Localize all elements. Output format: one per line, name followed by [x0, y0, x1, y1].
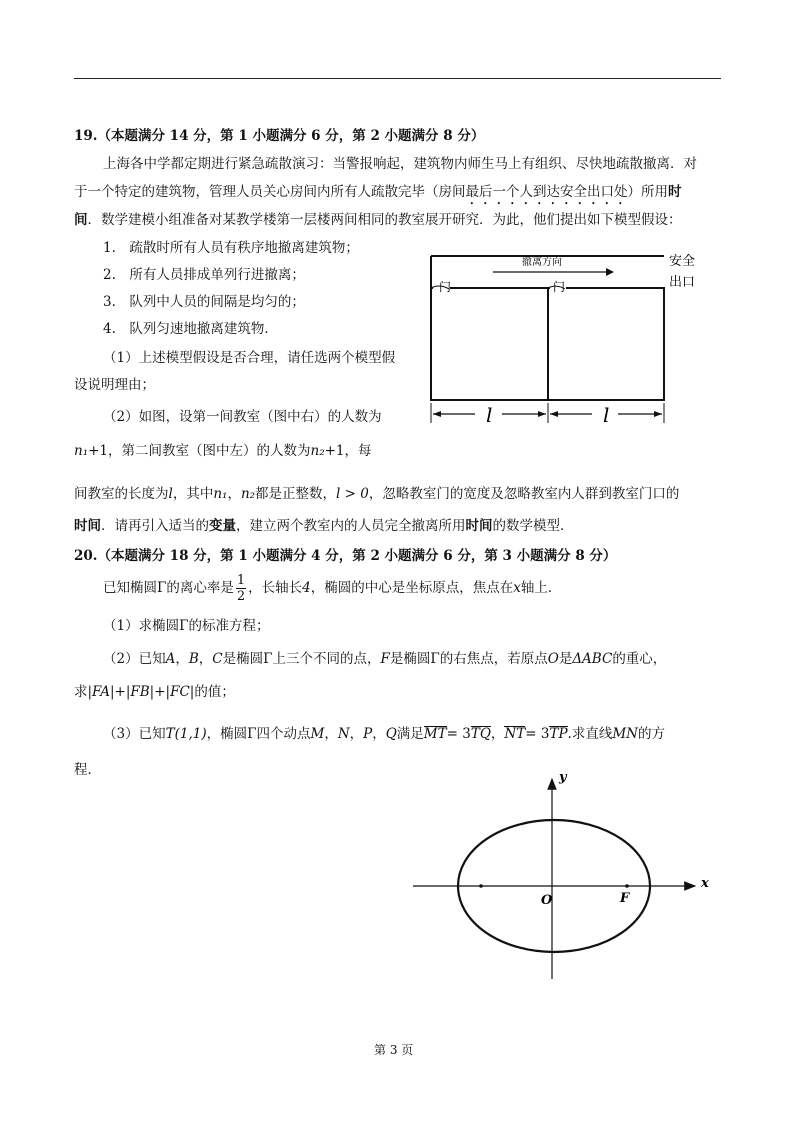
focus-label: F [620, 891, 630, 906]
assumption-1: 1. 疏散时所有人员有秩序地撤离建筑物； [103, 240, 359, 256]
major-axis-value: 4 [302, 580, 311, 596]
origin-label: O [541, 893, 553, 908]
q20-text: 的值； [194, 684, 235, 700]
q20-text: 是椭圆Γ的右焦点，若原点 [389, 651, 548, 667]
point-Q: Q [385, 726, 397, 742]
q19-part2-text: 间教室的长度为 [74, 486, 169, 502]
equals-3: = 3 [525, 726, 550, 742]
q20-text: 的方 [637, 726, 665, 742]
q19-part2-text: ，其中 [172, 486, 214, 502]
q20-text: ，椭圆Γ四个动点 [206, 726, 311, 742]
var-n1: n₁ [213, 486, 228, 502]
q19-part2-text: 的数学模型． [492, 518, 574, 534]
q19-part1-line1: （1）上述模型假设是否合理，请任选两个模型假 [103, 350, 396, 366]
q20-text: 是椭圆Γ上三个不同的点， [222, 651, 381, 667]
q19-part2-text: +1，每 [324, 443, 372, 459]
q19-part2-text: ，建立两个教室内的人员完全撤离所用 [236, 518, 466, 534]
header-rule [74, 78, 721, 79]
x-axis-label: x [701, 876, 709, 891]
q20-part3-line1 [103, 726, 665, 742]
vector-NT: NT [504, 726, 526, 742]
dim-arrowhead [654, 411, 662, 417]
q20-sep: ， [490, 726, 505, 742]
dim-arrowhead [433, 411, 441, 417]
abs-sum-expression: |FA|+|FB|+|FC| [87, 684, 195, 700]
direction-label: 撤离方向 [522, 257, 562, 268]
door-label-left: 门 [439, 280, 452, 294]
q20-text: 是 [558, 651, 573, 667]
triangle-ABC: ΔABC [572, 651, 613, 667]
q20-text: 的重心， [612, 651, 667, 667]
var-n2: n₂ [240, 486, 256, 502]
q19-intro-text: 于一个特定的建筑物，管理人员关心房间内所有人疏散完毕（房间 [74, 184, 466, 200]
point-N: N [337, 726, 350, 742]
q20-sep: ， [198, 651, 213, 667]
l-condition: l > 0 [336, 486, 369, 502]
var-n1: n₁ [74, 443, 89, 459]
q20-part3-line2: 程． [74, 762, 101, 778]
ellipse-diagram [410, 765, 730, 985]
q20-sep: ， [349, 726, 364, 742]
var-n2: n₂ [310, 443, 325, 459]
q19-emphasis: 最后一个人到达安全出口处 [465, 184, 628, 200]
point-O: O [547, 651, 559, 667]
q19-part2-text: ，忽略教室门的宽度及忽略教室内人群到教室门口的 [368, 486, 680, 502]
point-P: P [363, 726, 373, 742]
q19-bold-time: 时间 [74, 518, 101, 534]
q20-text: ，椭圆的中心是坐标原点，焦点在 [310, 580, 514, 596]
fraction-one-half [236, 574, 246, 603]
q20-sep: ， [372, 726, 386, 742]
vector-MT: MT [423, 726, 447, 742]
y-axis-label: y [559, 770, 567, 785]
length-label-left: l [486, 403, 493, 427]
frac-num: 1 [236, 573, 246, 588]
q19-intro-line2 [74, 184, 682, 208]
var-x: x [513, 580, 521, 596]
q20-part2-line2 [74, 684, 235, 700]
equals-3: = 3 [446, 726, 471, 742]
var-l: l [168, 486, 173, 502]
q20-part2-line1 [103, 651, 666, 667]
dim-arrowhead [550, 411, 558, 417]
dim-arrowhead [538, 411, 546, 417]
page-number: 第 3 页 [374, 1043, 414, 1057]
assumption-4: 4. 队列匀速地撤离建筑物． [103, 321, 278, 337]
q19-intro-line1: 上海各中学都定期进行紧急疏散演习：当警报响起，建筑物内师生马上有组织、尽快地疏散撤离．对 [103, 156, 697, 172]
assumption-2: 2. 所有人员排成单列行进撤离； [103, 267, 305, 283]
vector-TQ: TQ [470, 726, 491, 742]
q20-sep: ， [324, 726, 338, 742]
classroom-left [431, 288, 548, 400]
line-MN: MN [612, 726, 638, 742]
q20-text: 求 [74, 684, 88, 700]
q20-text: ，长轴长 [248, 580, 303, 596]
left-focus-point [479, 884, 483, 888]
q19-bold-time: 时间 [465, 518, 493, 534]
point-F: F [380, 651, 390, 667]
classroom-right [548, 288, 664, 400]
classroom-diagram [420, 248, 720, 438]
frac-den: 2 [236, 589, 246, 604]
q19-bold-variable: 变量 [209, 518, 236, 534]
q19-bold-time: 时 [668, 184, 682, 200]
q20-line1 [103, 574, 561, 603]
q20-text: .求直线 [567, 726, 613, 742]
q19-part2-text: ．请再引入适当的 [101, 518, 209, 534]
q19-intro-text: ．数学建模小组准备对某教学楼第一层楼两间相同的教室展开研究．为此，他们提出如下模型假设： [87, 212, 682, 228]
q20-text: 满足 [396, 726, 424, 742]
direction-arrowhead [606, 268, 614, 276]
q19-part2-line3 [74, 486, 679, 502]
q19-part2-line2 [74, 443, 372, 459]
exit-label-1: 安全 [669, 254, 696, 269]
q20-sep: ， [175, 651, 189, 667]
q19-part2-line1: （2）如图，设第一间教室（图中右）的人数为 [103, 409, 382, 425]
vector-TP: TP [549, 726, 568, 742]
point-B: B [188, 651, 199, 667]
point-T: T(1,1) [165, 726, 207, 742]
q19-intro-line3 [74, 212, 682, 228]
point-A: A [165, 651, 176, 667]
exit-label-2: 出口 [669, 275, 696, 290]
q19-part2-text: +1，第二间教室（图中左）的人数为 [88, 443, 311, 459]
q20-text: 已知椭圆Γ的离心率是 [103, 580, 234, 596]
q20-text: （2）已知 [103, 651, 166, 667]
q19-intro-text: ）所用 [627, 184, 668, 200]
q20-text: （3）已知 [103, 726, 166, 742]
q19-bold-time: 间 [74, 212, 88, 228]
q19-part2-text: 都是正整数， [255, 486, 337, 502]
q19-part2-line4 [74, 518, 574, 534]
q20-text: 轴上． [520, 580, 562, 596]
q20-part1: （1）求椭圆Γ的标准方程； [103, 618, 270, 634]
q19-part2-text: ， [227, 486, 241, 502]
point-C: C [212, 651, 223, 667]
assumption-3: 3. 队列中人员的间隔是均匀的； [103, 294, 305, 310]
q20-header: 20.（本题满分 18 分，第 1 小题满分 4 分，第 2 小题满分 6 分，第 3 小题满分 8 分） [74, 548, 617, 564]
q19-part1-line2: 设说明理由； [74, 377, 155, 393]
q19-header: 19.（本题满分 14 分，第 1 小题满分 6 分，第 2 小题满分 8 分） [74, 128, 485, 144]
right-focus-point [625, 884, 629, 888]
point-M: M [310, 726, 325, 742]
length-label-right: l [603, 403, 610, 427]
door-label-right: 门 [553, 280, 566, 294]
